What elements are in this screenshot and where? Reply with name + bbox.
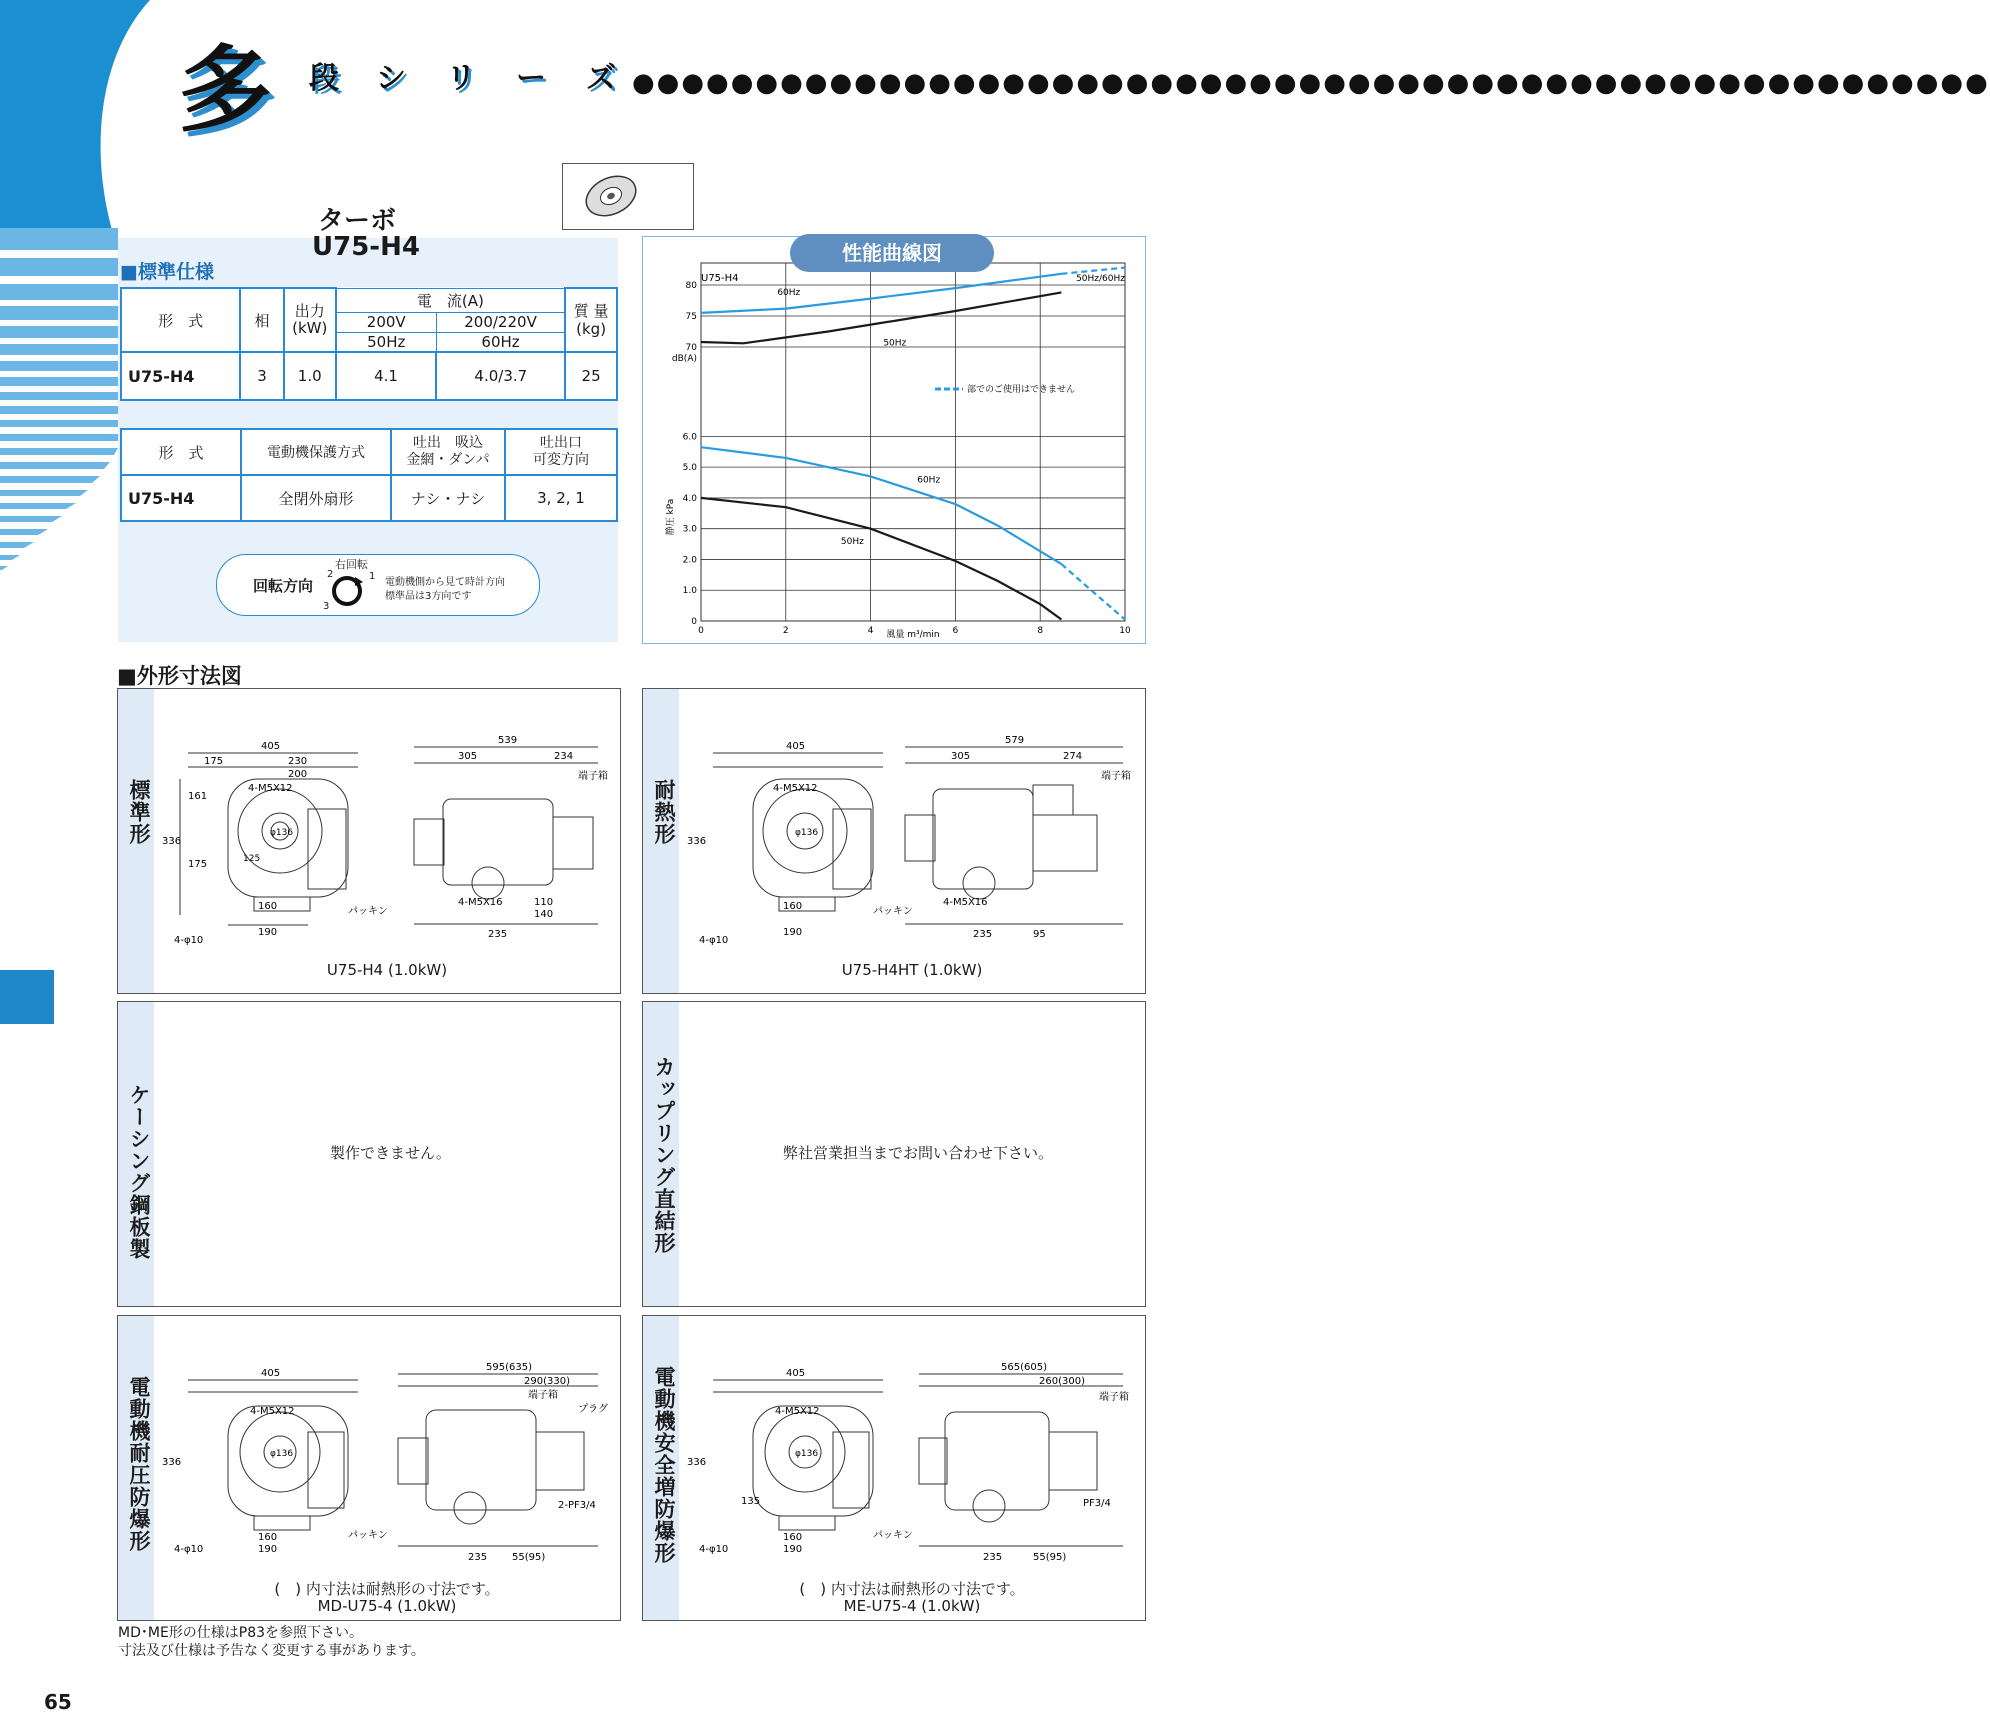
outline-heading: ■外形寸法図 [117, 664, 242, 688]
footnote: MD･ME形の仕様はP83を参照下さい。 [118, 1625, 364, 1641]
col-header-phase: 相 [240, 288, 284, 352]
dim-text: 55(95) [1033, 1552, 1067, 1563]
panel-label: 電動機耐圧防爆形 [127, 1376, 151, 1552]
x-tick-label: 6 [952, 626, 959, 636]
cell-outlet: 3, 2, 1 [505, 475, 617, 521]
dim-text: 160 [258, 901, 278, 912]
dim-text: 4-M5X12 [773, 783, 818, 794]
x-tick-label: 2 [782, 626, 789, 636]
series-label: 60Hz [777, 288, 801, 298]
dim-text: φ136 [270, 1449, 294, 1459]
dim-text: 336 [162, 836, 182, 847]
dim-text: 4-M5X16 [943, 897, 988, 908]
panel-note: ( ) 内寸法は耐熱形の寸法です。 [799, 1580, 1025, 1598]
panel-caption: ME-U75-4 (1.0kW) [843, 1597, 981, 1615]
header-dot-leader: ●●●●●●●●●●●●●●●●●●●●●●●●●●●●●●●●●●●●●●●●●●●●●●●●●●●●●●● [632, 68, 1990, 98]
panel-note: ( ) 内寸法は耐熱形の寸法です。 [274, 1580, 500, 1598]
legend-dashed-label: 部でのご使用はできません [967, 385, 1076, 395]
col-header-output: 出力 (kW) [284, 288, 336, 352]
chart-title: 性能曲線図 [790, 234, 994, 272]
dim-text: 161 [188, 791, 208, 802]
noise-series-line [701, 274, 1061, 313]
series-label: 50Hz [840, 537, 864, 548]
dim-text: 234 [554, 751, 574, 762]
performance-chart [643, 237, 1143, 641]
dim-text: 4-M5X16 [458, 897, 503, 908]
y-axis-label-pressure: 静圧 kPa [666, 498, 676, 536]
cell-mass: 25 [565, 352, 617, 400]
y-tick-label-noise: 75 [685, 312, 697, 322]
noise-series-line [701, 292, 1061, 343]
x-tick-label: 0 [698, 626, 704, 636]
dim-text: パッキン [348, 1530, 388, 1541]
dim-text: 4-φ10 [699, 1544, 729, 1555]
dim-text: 110 [534, 897, 554, 908]
dim-text: 539 [498, 735, 518, 746]
panel-label: 耐熱形 [652, 779, 676, 845]
series-label: 50Hz [883, 338, 907, 349]
y-tick-label-pressure: 0 [691, 617, 697, 627]
dim-text: 565(605) [1001, 1362, 1047, 1373]
drawing-heat-resistant [683, 719, 1141, 949]
dim-text: 235 [973, 929, 993, 940]
dim-text: PF3/4 [1083, 1498, 1111, 1509]
outlet-number: 1 [369, 571, 376, 582]
dim-text: プラグ [578, 1404, 608, 1415]
panel-steel-casing [117, 1001, 621, 1307]
panel-me-increased-safety [642, 1315, 1146, 1621]
series-title-char: 多 [178, 36, 273, 145]
panel-label: ケーシング鋼板製 [127, 1084, 151, 1260]
outlet-number: 3 [323, 601, 330, 612]
dim-text: 235 [468, 1552, 488, 1563]
y-tick-label-pressure: 1.0 [682, 586, 697, 597]
footnote: 寸法及び仕様は予告なく変更する事があります。 [118, 1643, 425, 1659]
panel-message: 弊社営業担当までお問い合わせ下さい。 [783, 1144, 1054, 1162]
panel-coupling [642, 1001, 1146, 1307]
dim-text: 200 [288, 769, 308, 780]
product-type: ターボ [318, 206, 397, 236]
drawing-me [683, 1340, 1141, 1570]
dim-text: 160 [258, 1532, 278, 1543]
dim-text: 579 [1005, 735, 1025, 746]
dim-text: 端子箱 [1101, 771, 1131, 782]
dim-text: 160 [783, 1532, 803, 1543]
col-header-200v: 200V [336, 312, 437, 332]
panel-label: 標準形 [127, 779, 151, 845]
dim-text: 336 [162, 1457, 182, 1468]
y-tick-label-pressure: 2.0 [682, 555, 697, 566]
col-header-current: 電 流(A) [336, 288, 566, 312]
performance-chart-panel [642, 236, 1146, 644]
col-header-protection: 電動機保護方式 [241, 429, 391, 475]
dim-text: 260(300) [1039, 1376, 1085, 1387]
series-title-char: 段 [309, 61, 339, 96]
y-axis-label-noise: dB(A) [671, 354, 697, 364]
dim-text: 405 [261, 1368, 281, 1379]
panel-label: カップリング直結形 [652, 1056, 676, 1254]
rotation-label: 回転方向 [253, 577, 314, 595]
dim-text: 190 [783, 1544, 803, 1555]
spec-table-electrical [120, 287, 618, 401]
dim-text: 190 [258, 1544, 278, 1555]
y-tick-label-pressure: 6.0 [682, 432, 697, 443]
dim-text: 190 [783, 927, 803, 938]
dim-text: 595(635) [486, 1362, 532, 1373]
rotation-note: 標準品は3方向です [385, 591, 472, 602]
y-tick-label-pressure: 4.0 [682, 493, 697, 504]
pressure-series-line [701, 447, 1061, 564]
chart-model-label: U75-H4 [701, 273, 739, 284]
pressure-series-line [701, 498, 1061, 620]
x-axis-label: 風量 m³/min [886, 630, 940, 640]
cell-current-60hz: 4.0/3.7 [436, 352, 565, 400]
plot-frame [701, 263, 1125, 621]
dim-text: 端子箱 [1099, 1392, 1129, 1403]
dim-text: 405 [261, 741, 281, 752]
cell-current-50hz: 4.1 [336, 352, 437, 400]
dim-text: 274 [1063, 751, 1083, 762]
dim-text: 140 [534, 909, 554, 920]
cell-model: U75-H4 [121, 352, 240, 400]
dim-text: 135 [741, 1496, 761, 1507]
side-tab-marker [0, 970, 54, 1024]
panel-caption: U75-H4HT (1.0kW) [841, 961, 983, 979]
panel-message: 製作できません。 [330, 1144, 451, 1162]
dim-text: 305 [951, 751, 971, 762]
dim-text: 336 [687, 836, 707, 847]
dim-text: 2-PF3/4 [558, 1500, 596, 1511]
dim-text: 160 [783, 901, 803, 912]
dim-text: 55(95) [512, 1552, 546, 1563]
dim-text: φ136 [795, 828, 819, 838]
rotation-note: 電動機側から見て時計方向 [385, 577, 505, 588]
dim-text: 端子箱 [528, 1390, 558, 1401]
y-tick-label-pressure: 3.0 [682, 524, 697, 535]
x-tick-label: 4 [867, 626, 874, 636]
dim-text: 4-M5X12 [248, 783, 293, 794]
product-model: U75-H4 [312, 232, 420, 262]
series-label: 60Hz [917, 475, 941, 486]
panel-standard [117, 688, 621, 994]
x-tick-label: 10 [1119, 626, 1131, 636]
col-header-model: 形 式 [121, 288, 240, 352]
series-title-char: リ [446, 61, 476, 96]
dim-text: パッキン [873, 906, 913, 917]
x-tick-label: 8 [1037, 626, 1044, 636]
rotation-direction-label: 右回転 [335, 558, 368, 571]
panel-caption: U75-H4 (1.0kW) [326, 961, 448, 979]
panel-md-explosion-proof [117, 1315, 621, 1621]
dim-text: 235 [983, 1552, 1003, 1563]
dim-text: 4-M5X12 [775, 1406, 820, 1417]
dim-text: 175 [188, 859, 208, 870]
col-header-60hz: 60Hz [436, 332, 565, 352]
dim-text: 235 [488, 929, 508, 940]
chart-freq-label: 50Hz/60Hz [1076, 274, 1125, 284]
panel-label: 電動機安全増防爆形 [652, 1366, 676, 1564]
col-header-outlet: 吐出口 可変方向 [505, 429, 617, 475]
col-header-mass: 質 量 (kg) [565, 288, 617, 352]
outlet-number: 2 [327, 569, 334, 580]
cell-accessory: ナシ・ナシ [391, 475, 505, 521]
dim-text: パッキン [873, 1530, 913, 1541]
dim-text: 4-M5X12 [250, 1406, 295, 1417]
spec-table-options [120, 428, 618, 522]
dim-text: 4-φ10 [174, 1544, 204, 1555]
cell-output: 1.0 [284, 352, 336, 400]
col-header-200-220v: 200/220V [436, 312, 565, 332]
col-header-50hz: 50Hz [336, 332, 437, 352]
dim-text: 端子箱 [578, 771, 608, 782]
col-header-model: 形 式 [121, 429, 241, 475]
col-header-accessory: 吐出 吸込 金網・ダンパ [391, 429, 505, 475]
dim-text: 230 [288, 756, 308, 767]
panel-heat-resistant [642, 688, 1146, 994]
dim-text: 4-φ10 [174, 935, 204, 946]
dim-text: φ136 [795, 1449, 819, 1459]
dim-text: 125 [243, 854, 261, 864]
series-title-char: シ [376, 61, 406, 96]
dim-text: 305 [458, 751, 478, 762]
drawing-md [158, 1340, 616, 1570]
cell-protection: 全閉外扇形 [241, 475, 391, 521]
dim-text: 405 [786, 1368, 806, 1379]
series-title-char: ズ [586, 61, 616, 96]
rotation-box [216, 554, 540, 616]
impeller-image [562, 163, 694, 230]
dim-text: 4-φ10 [699, 935, 729, 946]
dim-text: 190 [258, 927, 278, 938]
dim-text: パッキン [348, 906, 388, 917]
panel-caption: MD-U75-4 (1.0kW) [317, 1597, 457, 1615]
dim-text: 405 [786, 741, 806, 752]
y-tick-label-noise: 80 [685, 281, 697, 291]
y-tick-label-noise: 70 [685, 343, 697, 353]
y-tick-label-pressure: 5.0 [682, 463, 697, 474]
dim-text: 290(330) [524, 1376, 570, 1387]
dim-text: 336 [687, 1457, 707, 1468]
pressure-series-dashed [1061, 564, 1125, 619]
page-number: 65 [44, 1690, 72, 1714]
cell-phase: 3 [240, 352, 284, 400]
series-title-char: ー [516, 61, 546, 96]
noise-series-dashed [1061, 268, 1125, 274]
dim-text: 95 [1033, 929, 1046, 940]
drawing-standard [158, 719, 616, 949]
spec-heading: ■標準仕様 [120, 261, 214, 283]
dim-text: φ136 [270, 828, 294, 838]
cell-model: U75-H4 [121, 475, 241, 521]
dim-text: 175 [204, 756, 224, 767]
